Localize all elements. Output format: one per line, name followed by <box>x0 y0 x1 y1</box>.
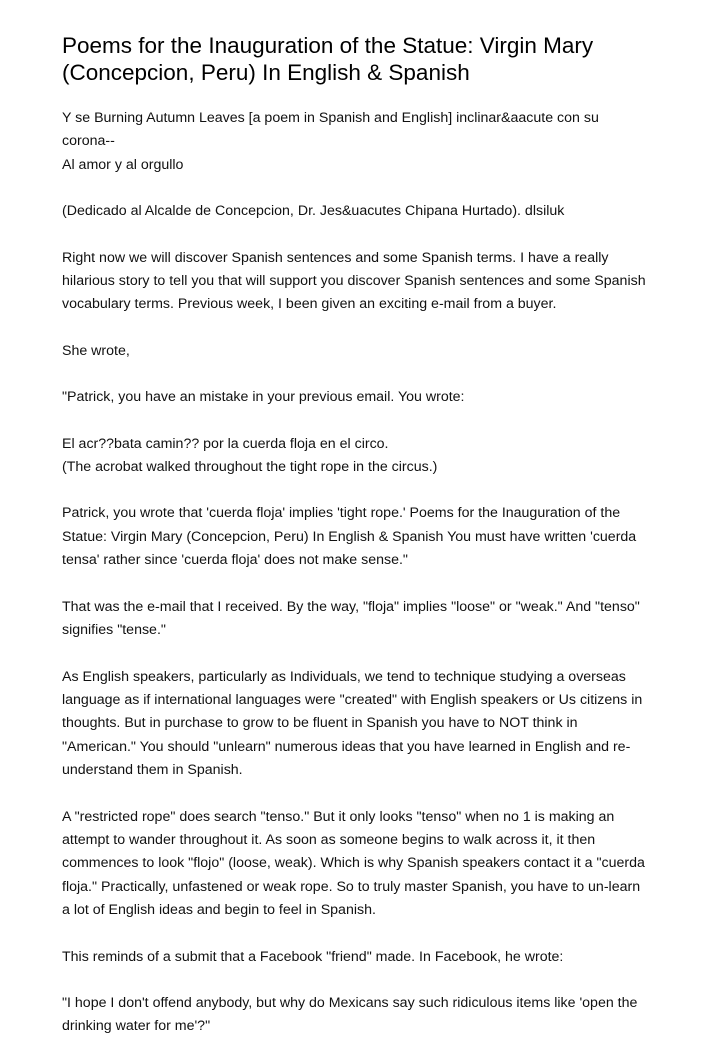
title-line: Poems for the Inauguration of the Statue: Virgin Mary <box>62 33 594 58</box>
paragraph <box>62 806 682 923</box>
paragraph-line: hilarious story to tell you that will support you discover Spanish sentences and some Spanish <box>62 273 646 290</box>
paragraph-line: attempt to wander throughout it. As soon as someone begins to walk across it, it then <box>62 831 596 848</box>
document-body <box>62 107 682 1039</box>
paragraph <box>62 946 682 969</box>
paragraph-line: El acr??bata camin?? por la cuerda floja en el circo. <box>62 435 389 452</box>
document-title <box>62 32 682 86</box>
paragraph-line: (The acrobat walked throughout the tight rope in the circus.) <box>62 459 438 476</box>
paragraph-line: This reminds of a submit that a Facebook "friend" made. In Facebook, he wrote: <box>62 948 564 965</box>
paragraph-line: tensa' rather since 'cuerda floja' does not make sense." <box>62 552 408 569</box>
paragraph-line: understand them in Spanish. <box>62 762 243 779</box>
paragraph <box>62 107 682 177</box>
title-line: (Concepcion, Peru) In English & Spanish <box>62 60 470 85</box>
paragraph-line: language as if international languages were "created" with English speakers or Us citizens in <box>62 691 643 708</box>
paragraph-line: "I hope I don't offend anybody, but why do Mexicans say such ridiculous items like 'open the <box>62 994 638 1011</box>
paragraph-line: "American." You should "unlearn" numerous ideas that you have learned in English and re- <box>62 738 631 755</box>
paragraph-line: "Patrick, you have an mistake in your previous email. You wrote: <box>62 389 465 406</box>
paragraph-line: commences to look "flojo" (loose, weak). Which is why Spanish speakers contact it a "cuerda <box>62 855 645 872</box>
paragraph-line: That was the e-mail that I received. By the way, "floja" implies "loose" or "weak." And "tenso" <box>62 598 640 615</box>
paragraph-line: Patrick, you wrote that 'cuerda floja' implies 'tight rope.' Poems for the Inauguration of the <box>62 505 621 522</box>
paragraph <box>62 340 682 363</box>
paragraph <box>62 247 682 317</box>
paragraph-line: As English speakers, particularly as Individuals, we tend to technique studying a overseas <box>62 668 626 685</box>
paragraph <box>62 666 682 783</box>
paragraph-line: Y se Burning Autumn Leaves [a poem in Spanish and English] inclinar&aacute con su <box>62 110 599 126</box>
paragraph <box>62 386 682 409</box>
paragraph <box>62 433 682 480</box>
paragraph <box>62 992 682 1039</box>
paragraph-line: floja." Practically, unfastened or weak rope. So to truly master Spanish, you have to un-learn <box>62 878 641 895</box>
document-page <box>62 32 682 1062</box>
paragraph-line: vocabulary terms. Previous week, I been given an exciting e-mail from a buyer. <box>62 296 557 313</box>
paragraph-line: Statue: Virgin Mary (Concepcion, Peru) In English & Spanish You must have written 'cuerda <box>62 528 637 545</box>
paragraph <box>62 200 682 223</box>
paragraph-line: thoughts. But in purchase to grow to be fluent in Spanish you have to NOT think in <box>62 715 578 732</box>
paragraph <box>62 502 682 572</box>
paragraph-line: Al amor y al orgullo <box>62 156 184 173</box>
paragraph-line: drinking water for me'?" <box>62 1018 211 1035</box>
paragraph-line: (Dedicado al Alcalde de Concepcion, Dr. Jes&uacutes Chipana Hurtado). dlsiluk <box>62 203 565 220</box>
paragraph-line: signifies "tense." <box>62 622 166 639</box>
paragraph-line: Right now we will discover Spanish sentences and some Spanish terms. I have a really <box>62 249 609 266</box>
paragraph-line: a lot of English ideas and begin to feel in Spanish. <box>62 902 376 919</box>
paragraph-line: corona-- <box>62 133 115 150</box>
paragraph-line: She wrote, <box>62 342 130 359</box>
paragraph-line: A "restricted rope" does search "tenso." But it only looks "tenso" when no 1 is making an <box>62 808 615 825</box>
paragraph <box>62 596 682 643</box>
